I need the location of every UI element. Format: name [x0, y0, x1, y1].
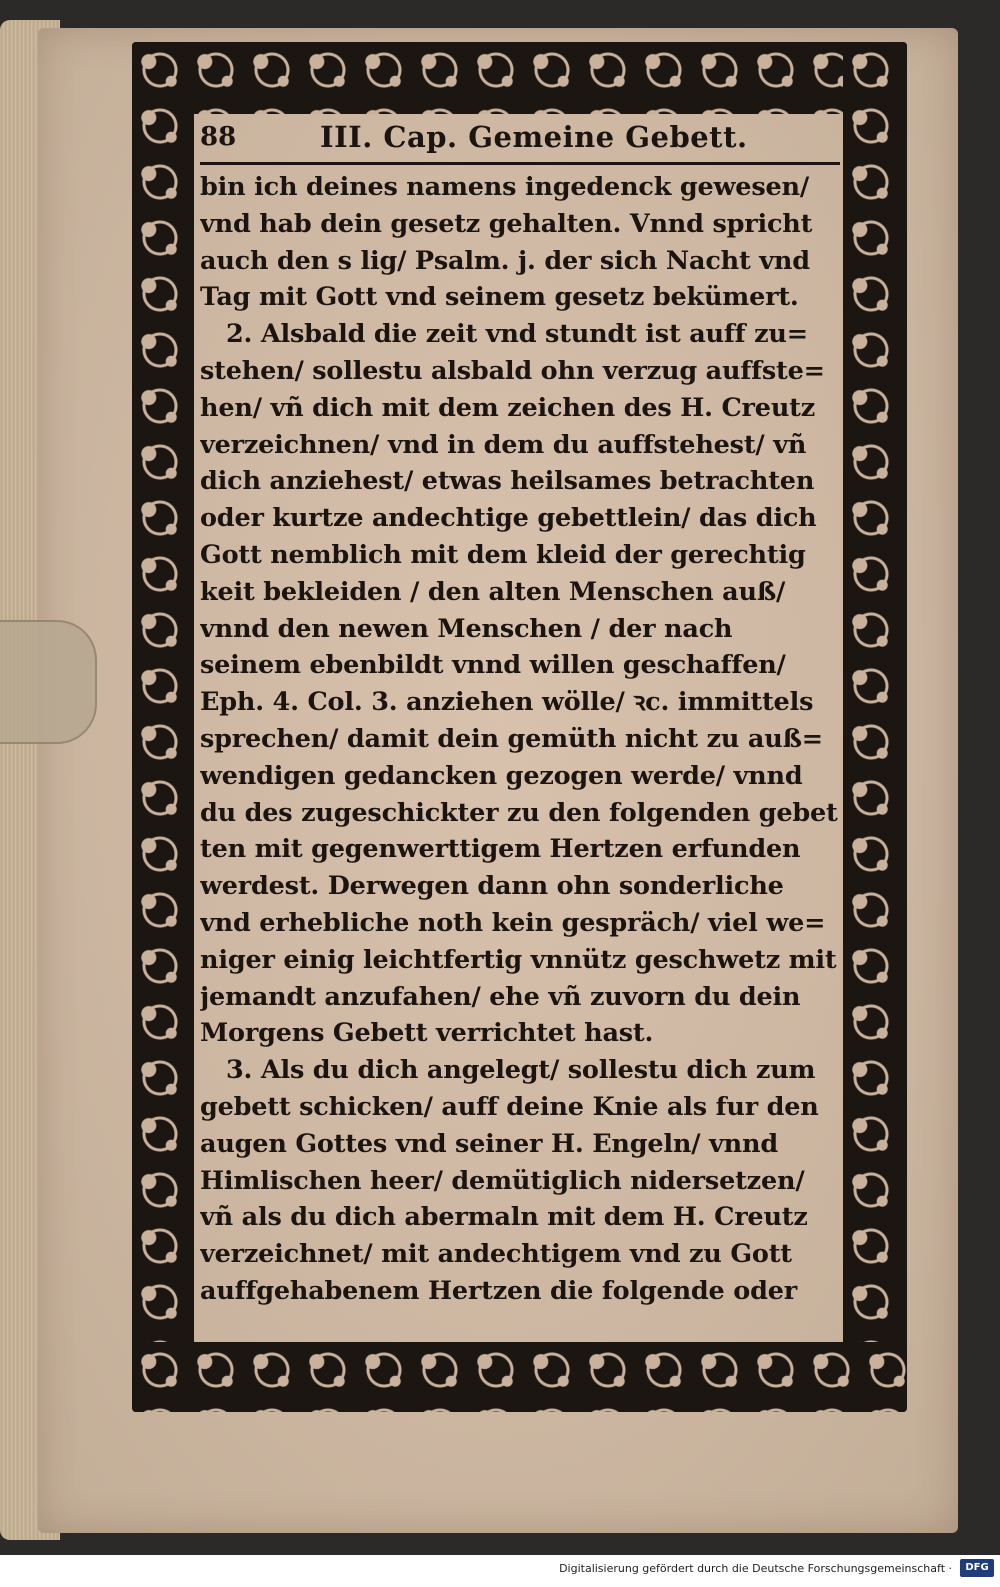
bookmark-tab — [0, 620, 97, 744]
text-line: vnd erhebliche noth kein gespräch/ viel we= — [200, 907, 826, 938]
text-line: verzeichnet/ mit andechtigem vnd zu Gott — [200, 1239, 792, 1270]
text-line: bin ich deines namens ingedenck gewesen/ — [200, 172, 809, 202]
text-line: werdest. Derwegen dann ohn sonderliche — [200, 871, 784, 902]
text-line: jemandt anzufahen/ ehe vñ zuvorn du dein — [200, 981, 801, 1012]
text-line: Himlischen heer/ demütiglich nidersetzen/ — [200, 1165, 805, 1196]
ornamental-border-top — [132, 42, 907, 114]
text-line: Gott nemblich mit dem kleid der gerechtig — [200, 539, 806, 570]
text-line: oder kurtze andechtige gebettlein/ das dich — [200, 503, 817, 534]
text-line: auffgehabenem Hertzen die folgende oder — [200, 1275, 797, 1306]
dfg-logo: DFG — [960, 1559, 994, 1577]
text-line: du des zugeschickter zu den folgenden gebet — [200, 797, 838, 828]
digitization-credit: Digitalisierung gefördert durch die Deutsche Forschungsgemeinschaft · — [559, 1562, 952, 1575]
text-line: sprechen/ damit dein gemüth nicht zu auß= — [200, 723, 823, 754]
text-line: auch den s lig/ Psalm. j. der sich Nacht vnd — [200, 245, 810, 276]
text-line: hen/ vñ dich mit dem zeichen des H. Creutz — [200, 392, 816, 423]
text-line: ten mit gegenwerttigem Hertzen erfunden — [200, 834, 801, 865]
text-line: Morgens Gebett verrichtet hast. — [200, 1018, 654, 1049]
ornamental-border-bottom — [132, 1342, 907, 1412]
running-head: III. Cap. Gemeine Gebett. — [320, 120, 748, 154]
text-line: niger einig leichtfertig vnnütz geschwetz mit — [200, 944, 837, 975]
text-line: vnnd den newen Menschen / der nach — [200, 613, 733, 644]
text-line: 3. Als du dich angelegt/ sollestu dich zum — [226, 1055, 816, 1086]
text-line: gebett schicken/ auff deine Knie als fur den — [200, 1091, 819, 1122]
text-line: augen Gottes vnd seiner H. Engeln/ vnnd — [200, 1128, 778, 1159]
text-line: keit bekleiden / den alten Menschen auß/ — [200, 576, 786, 607]
text-line: Eph. 4. Col. 3. anziehen wölle/ ꝛc. immittels — [200, 687, 814, 718]
text-block — [200, 112, 840, 1344]
text-line: dich anziehest/ etwas heilsames betrachten — [200, 466, 815, 497]
text-line: Tag mit Gott vnd seinem gesetz bekümert. — [200, 282, 799, 313]
text-line: vñ als du dich abermaln mit dem H. Creutz — [200, 1202, 808, 1233]
text-line: stehen/ sollestu alsbald ohn verzug auffste= — [200, 355, 825, 386]
text-line: seinem ebenbildt vnnd willen geschaffen/ — [200, 650, 786, 681]
page-number: 88 — [200, 122, 237, 152]
text-line: verzeichnen/ vnd in dem du auffstehest/ vñ — [200, 429, 807, 460]
body-text — [200, 169, 840, 1310]
ornamental-border-right — [843, 42, 907, 1412]
text-line: 2. Alsbald die zeit vnd stundt ist auff zu= — [226, 319, 808, 350]
page-header — [200, 112, 840, 165]
text-line: wendigen gedancken gezogen werde/ vnnd — [200, 760, 803, 791]
ornamental-border-left — [132, 42, 194, 1412]
text-line: vnd hab dein gesetz gehalten. Vnnd spricht — [200, 208, 813, 239]
